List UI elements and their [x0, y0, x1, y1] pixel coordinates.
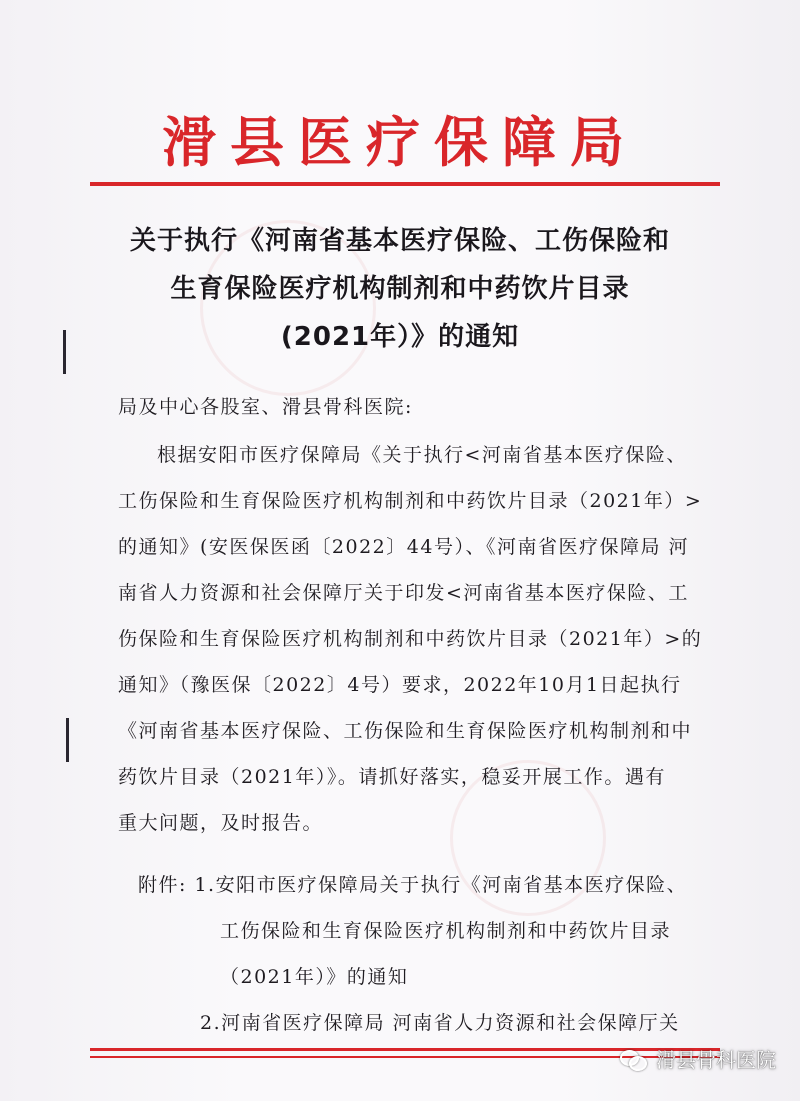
body-line: 重大问题，及时报告。 — [118, 812, 324, 834]
binding-mark — [66, 718, 69, 762]
salutation: 局及中心各股室、滑县骨科医院: — [118, 396, 413, 418]
body-line: 根据安阳市医疗保障局《关于执行<河南省基本医疗保险、 — [157, 444, 687, 466]
body-line: 《河南省基本医疗保险、工伤保险和生育保险医疗机构制剂和中 — [118, 720, 693, 742]
body-line: 通知》（豫医保〔2022〕4号）要求，2022年10月1日起执行 — [118, 674, 682, 696]
document-title-line-1: 关于执行《河南省基本医疗保险、工伤保险和 — [129, 226, 670, 256]
body-line: 伤保险和生育保险医疗机构制剂和中药饮片目录（2021年）>的 — [118, 628, 703, 650]
wechat-icon — [620, 1048, 648, 1070]
binding-mark — [63, 330, 66, 374]
body-line: 药饮片目录（2021年）》。请抓好落实，稳妥开展工作。遇有 — [118, 766, 666, 788]
attachment-line: 工伤保险和生育保险医疗机构制剂和中药饮片目录 — [220, 920, 672, 942]
body-line: 工伤保险和生育保险医疗机构制剂和中药饮片目录（2021年）> — [118, 490, 703, 512]
attachment-line: 附件: 1.安阳市医疗保障局关于执行《河南省基本医疗保险、 — [138, 874, 688, 896]
body-line: 南省人力资源和社会保障厅关于印发<河南省基本医疗保险、工 — [118, 582, 689, 604]
attachment-line: （2021年）》的通知 — [220, 966, 409, 988]
attachment-line: 2.河南省医疗保障局 河南省人力资源和社会保障厅关 — [200, 1012, 680, 1034]
document-title-line-2: 生育保险医疗机构制剂和中药饮片目录 — [170, 274, 630, 304]
header-red-rule — [90, 182, 720, 186]
issuer-header: 滑县医疗保障局 — [162, 110, 638, 174]
watermark-text: 滑县骨科医院 — [656, 1048, 776, 1072]
source-watermark — [620, 1044, 776, 1073]
body-line: 的通知》(安医保医函〔2022〕44号）、《河南省医疗保障局 河 — [118, 536, 689, 558]
document-title-line-3: (2021年）》的通知 — [280, 322, 520, 352]
